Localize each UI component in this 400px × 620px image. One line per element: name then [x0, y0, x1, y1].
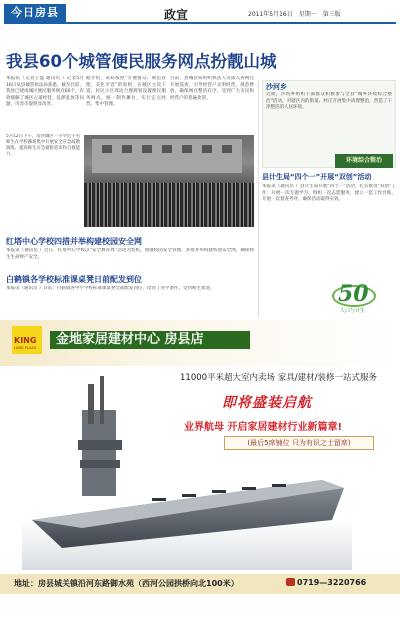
kingland-logo-text: KING — [14, 336, 37, 345]
main-article-col2: 据介绍，该局按照“方便群众、规范管理、美化市容”的原则，在城区主次干道、居民小区周边合理规划设置便民服务网点，统一制作摊位，实行定点经营、集中管理。 — [86, 76, 166, 107]
article3-body: 本报讯（通讯员 ）日前，白鹤镇各中小学校标准课桌凳全部配发到位，改善了办学条件，受到师生欢迎。 — [6, 286, 215, 291]
ad-store-description: 11000平米超大室内卖场 家具/建材/装修一站式服务 — [180, 373, 377, 383]
ad-address: 地址：房县城关镇沿河东路御水苑（西河公园拱桥向北100米） — [14, 579, 239, 588]
ad-slogan: 业界航母 开启家居建材行业新篇章! — [184, 422, 343, 433]
issue-date: 2011年5月16日 星期一 第三版 — [248, 11, 341, 18]
kingland-logo-subtext: LAND PLAZA — [14, 346, 37, 350]
population-planning-logo — [320, 283, 390, 315]
masthead: 今日房县 — [4, 4, 66, 22]
cleanup-banner: 环境综合整治 — [335, 154, 393, 168]
column-divider — [258, 80, 259, 318]
school-drill-photo — [84, 135, 254, 227]
ad-brand-name: 金地家居建材中心 房县店 — [50, 331, 250, 349]
ad-phone — [286, 578, 366, 587]
logo-number: 50 — [338, 281, 369, 307]
family-planning-body: 本报讯（通讯员 ）县计生局开展“四个一”活动，扎实推进“双创”工作：开展一次专题学习、组织一次志愿服务、建立一套工作台账、开展一次督查考评，确保活动取得实效。 — [262, 184, 396, 202]
article2-body: 本报讯（通讯员 ）近日，红塔中心学校以“安全教育周”活动为契机，加强校园安全管理，多措并举构建校园安全网，确保师生生命财产安全。 — [6, 248, 254, 260]
main-headline: 我县60个城管便民服务网点扮靓山城 — [6, 52, 277, 71]
header-rule — [4, 22, 396, 24]
shahe-title: 沙河乡 — [266, 83, 287, 91]
main-article-col1: 本报讯（记者王盛 通讯员 ）记者5月16日从县城管执法局获悉，截至目前，我县已建成城区便民服务网点60个，有效缓解了城区占道经营、乱摆乱放等问题，市容市貌明显改善。 — [6, 76, 84, 107]
article3-headline: 白鹤镇各学校标准课桌凳日前配发到位 — [6, 275, 142, 284]
main-article-col3: 目前，县城管局组织执法人员深入各网点开展巡查，引导经营户文明经营、规范摆放，确保网点整洁有序，受到广大市民和经营户的普遍欢迎。 — [170, 76, 254, 101]
shahe-body: 近期，沙河乡组织干部群众积极参与全县“城乡环境综合整治”活动，对辖区内的街道、村庄开展集中清理整治，营造了干净整洁的人居环境。 — [266, 92, 392, 110]
ad-phone-number: 0719—3220766 — [297, 578, 367, 587]
phone-icon — [286, 578, 295, 586]
section-title: 政宣 — [164, 8, 189, 22]
logo-caption: 人口与计生 — [340, 308, 366, 314]
family-planning-headline: 县计生局“四个一”开展“双创”活动 — [262, 173, 372, 181]
ad-grand-opening: 即将盛装启航 — [222, 395, 312, 411]
article2-headline: 红塔中心学校四措并举构建校园安全网 — [6, 237, 142, 246]
photo-caption: 5月12日下午，房县城区一小学近千名师生在学校操场集中开展安全应急疏散演练，提高师生应急避险意识和自救能力。 — [6, 134, 80, 157]
ad-promo-box: (最后5席铺位 只为有识之士留席) — [224, 436, 374, 450]
